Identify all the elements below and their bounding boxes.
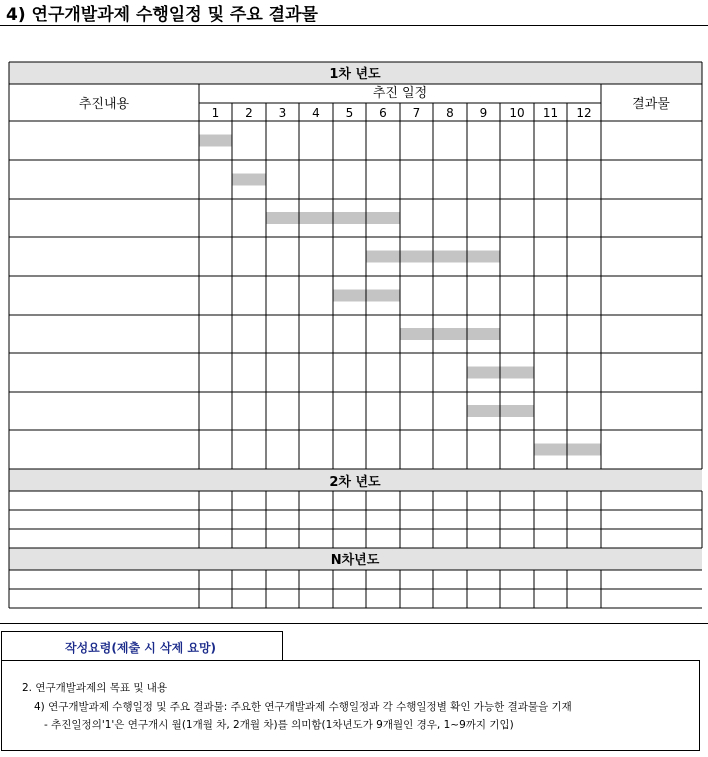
- schedule-header: 추진 일정: [372, 86, 428, 101]
- notes-line-1: 2. 연구개발과제의 목표 및 내용: [22, 682, 168, 694]
- month-11: 11: [542, 106, 559, 120]
- month-4: 4: [312, 106, 320, 120]
- year2-label: 2차 년도: [329, 475, 381, 490]
- gantt-bar: [232, 174, 266, 186]
- month-3: 3: [278, 106, 287, 120]
- month-7: 7: [412, 106, 421, 120]
- notes-line-3: - 추진일정의'1'은 연구개시 월(1개월 차, 2개월 차)를 의미함(1차년도가 9개월인 경우, 1~9까지 기입): [44, 719, 514, 731]
- gantt-bar: [400, 328, 500, 340]
- month-1: 1: [211, 106, 220, 120]
- notes-line-2: 4) 연구개발과제 수행일정 및 주요 결과물: 주요한 연구개발과제 수행일정과 각 수행일정별 확인 가능한 결과물을 기재: [34, 701, 572, 713]
- notes-top-rule: [0, 623, 708, 624]
- notes-tab: [1, 631, 283, 660]
- month-8: 8: [446, 106, 454, 120]
- gantt-bar: [199, 135, 232, 147]
- month-9: 9: [479, 106, 488, 120]
- yearN-label: N차년도: [330, 553, 380, 568]
- notes-heading: 작성요령(제출 시 삭제 요망): [65, 641, 217, 655]
- year1-label: 1차 년도: [329, 67, 381, 82]
- content-header: 추진내용: [78, 97, 130, 112]
- month-5: 5: [345, 106, 354, 120]
- month-2: 2: [245, 106, 253, 120]
- month-10: 10: [509, 106, 525, 120]
- month-12: 12: [576, 106, 592, 120]
- notes-box: [1, 660, 700, 751]
- output-header: 결과물: [632, 97, 670, 112]
- month-6: 6: [379, 106, 387, 120]
- page-title: 4) 연구개발과제 수행일정 및 주요 결과물: [6, 5, 318, 25]
